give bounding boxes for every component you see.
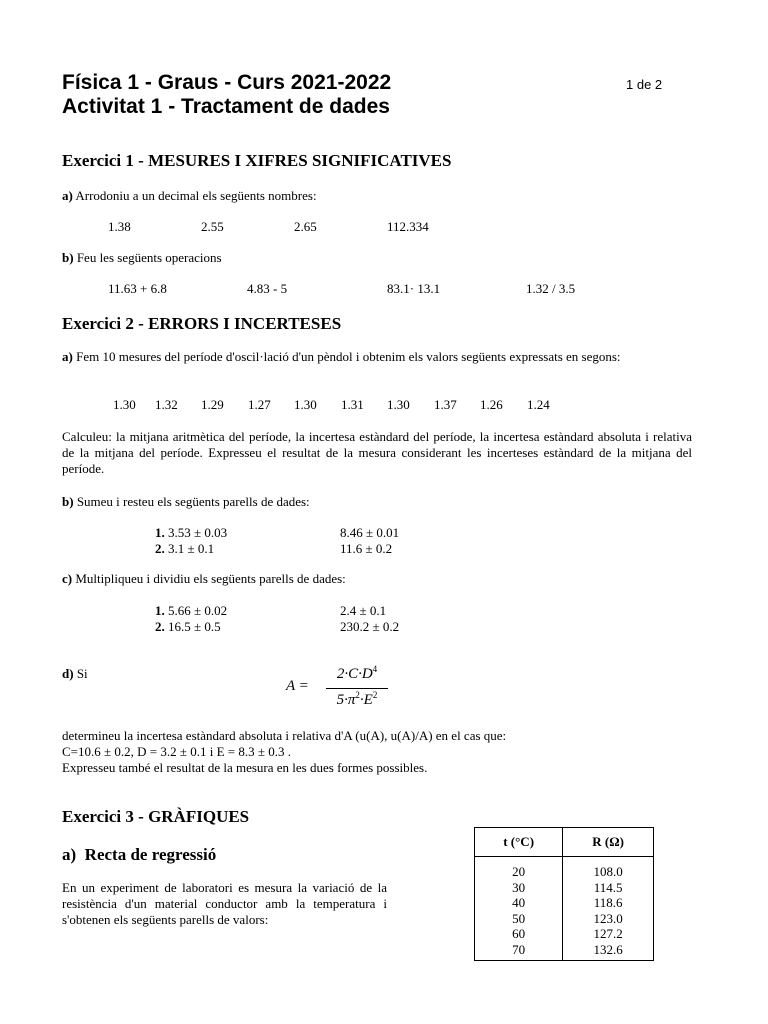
pair-y: 11.6 ± 0.2 [340, 541, 393, 556]
measurement: 1.30 [387, 397, 410, 412]
measurement: 1.24 [527, 397, 550, 412]
ex2-d-si: Si [76, 666, 88, 681]
ex2-a-calculation: Calculeu: la mitjana aritmètica del període, la incertesa estàndard del període, la incertesa estàndard absoluta i relativa de la mitjana del període. Expresseu el resultat de la mesura considerant les incerteses estàndard de la mitjana del període. [62, 429, 692, 476]
number-value: 2.55 [201, 219, 224, 234]
table-header-row [475, 828, 654, 857]
ex1-a-statement [62, 188, 317, 204]
measurement: 1.29 [201, 397, 224, 412]
ex2-d-line-2: C=10.6 ± 0.2, D = 3.2 ± 0.1 i E = 8.3 ± 0.3 . [62, 744, 292, 759]
measurement: 1.27 [248, 397, 271, 412]
ex1-b-label: b) [62, 250, 74, 265]
ex2-d-line-3: Expresseu també el resultat de la mesura en les dues formes possibles. [62, 760, 428, 775]
measurement: 1.30 [113, 397, 136, 412]
number-value: 2.65 [294, 219, 317, 234]
fraction-bar [326, 688, 388, 689]
ex2-d-text [62, 728, 702, 776]
title-line-1: Física 1 - Graus - Curs 2021-2022 [62, 71, 392, 94]
operation: 1.32 / 3.5 [526, 281, 576, 296]
pair-x: 16.5 ± 0.5 [168, 619, 221, 634]
number-value: 112.334 [387, 219, 429, 234]
ex2-b-text: Sumeu i resteu els següents parells de dades: [76, 494, 310, 509]
ex3-text: En un experiment de laboratori es mesura la variació de la resistència d'un material conductor amb la temperatura i s'obtenen els següents parells de valors: [62, 880, 387, 927]
column-header-resistance: R (Ω) [563, 828, 654, 857]
pair-x: 5.66 ± 0.02 [168, 603, 228, 618]
measurement: 1.31 [341, 397, 364, 412]
ex2-b-label: b) [62, 494, 74, 509]
ex2-c-statement [62, 571, 346, 587]
pair-number: 2. [155, 619, 165, 634]
ex2-d-statement [62, 666, 88, 682]
ex2-a-text: Fem 10 mesures del període d'oscil·lació d'un pèndol i obtenim els valors següents expressats en segons: [76, 349, 621, 364]
measurement: 1.37 [434, 397, 457, 412]
title-line-2: Activitat 1 - Tractament de dades [62, 95, 390, 118]
pair-y: 230.2 ± 0.2 [340, 619, 400, 634]
ex1-b-text: Feu les següents operacions [76, 250, 222, 265]
ex2-a-label: a) [62, 349, 73, 364]
resistance-values: 108.0 114.5 118.6 123.0 127.2 132.6 [563, 857, 654, 961]
operation: 11.63 + 6.8 [108, 281, 167, 296]
measurement: 1.30 [294, 397, 317, 412]
pair-y: 8.46 ± 0.01 [340, 525, 400, 540]
operation: 4.83 - 5 [247, 281, 288, 296]
temperature-values: 20 30 40 50 60 70 [512, 864, 526, 957]
resistance-table [474, 827, 654, 961]
ex3-subtitle [62, 845, 216, 865]
exercise-3-title: Exercici 3 - GRÀFIQUES [62, 807, 250, 826]
ex1-a-label: a) [62, 188, 73, 203]
formula-denominator: $5\cdot\pi^2\cdot E^2$ [336, 690, 378, 708]
measurement: 1.32 [155, 397, 178, 412]
pair-number: 2. [155, 541, 165, 556]
number-value: 1.38 [108, 219, 131, 234]
exercise-1-title: Exercici 1 - MESURES I XIFRES SIGNIFICATIVES [62, 151, 452, 170]
pair-number: 1. [155, 525, 165, 540]
pair-y: 2.4 ± 0.1 [340, 603, 387, 618]
document-title [62, 71, 391, 119]
ex2-b-statement [62, 494, 310, 510]
ex2-d-line-1: determineu la incertesa estàndard absoluta i relativa d'A (u(A), u(A)/A) en el cas que: [62, 728, 507, 743]
column-header-temperature: t (°C) [475, 828, 563, 857]
ex2-d-label: d) [62, 666, 74, 681]
ex3-sub-title: Recta de regressió [84, 845, 217, 864]
ex3-sub-label: a) [62, 845, 77, 864]
page-number: 1 de 2 [626, 77, 663, 92]
pair-x: 3.1 ± 0.1 [168, 541, 215, 556]
ex1-b-statement [62, 250, 222, 266]
ex1-a-text: Arrodoniu a un decimal els següents nombres: [75, 188, 317, 203]
formula-numerator: $2\cdot C\cdot D^4$ [336, 664, 378, 682]
operation: 83.1· 13.1 [387, 281, 441, 296]
measurement: 1.26 [480, 397, 503, 412]
table-row [475, 857, 654, 961]
ex2-c-label: c) [62, 571, 73, 586]
exercise-2-title: Exercici 2 - ERRORS I INCERTESES [62, 314, 342, 333]
ex2-a-statement [62, 349, 692, 365]
formula-lhs: A = [286, 678, 309, 694]
pair-x: 3.53 ± 0.03 [168, 525, 228, 540]
pair-number: 1. [155, 603, 165, 618]
ex2-c-text: Multipliqueu i dividiu els següents parells de dades: [75, 571, 346, 586]
